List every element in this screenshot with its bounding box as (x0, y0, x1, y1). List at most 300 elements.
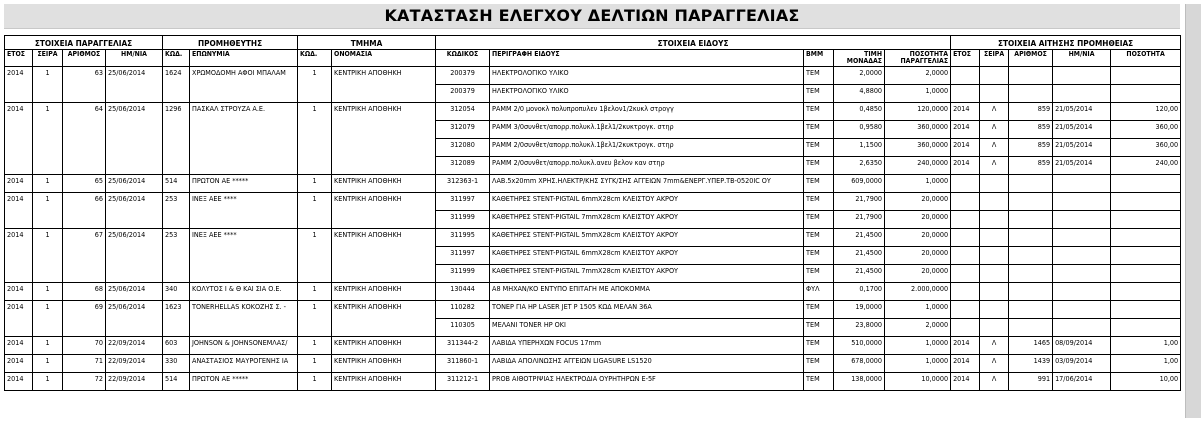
cell-dept-code: 1 (298, 301, 332, 337)
cell-number: 68 (63, 283, 106, 301)
col-supplier-code: ΚΩΔ. (163, 50, 190, 67)
cell-dept-code: 1 (298, 283, 332, 301)
cell-item-desc: ΡΑΜΜ 3/0συνθετ/απορρ.πολυκλ.1βελ1/2κυκτρογκ. στηρ (490, 121, 804, 139)
cell-req-date (1053, 85, 1111, 103)
cell-supplier-name: TONERHELLAS ΚΟΚΟΖΗΣ Σ. - (190, 301, 298, 337)
cell-req-date (1053, 319, 1111, 337)
cell-order-qty: 360,0000 (885, 139, 951, 157)
cell-req-number (1009, 193, 1053, 211)
cell-req-date: 03/09/2014 (1053, 355, 1111, 373)
viewer-scrollbar[interactable] (1185, 4, 1201, 418)
cell-item-code: 311344-2 (436, 337, 490, 355)
cell-year: 2014 (5, 67, 33, 103)
cell-item-code: 311997 (436, 193, 490, 211)
cell-order-qty: 10,0000 (885, 373, 951, 391)
cell-item-desc: ΛΑΒ.5x20mm ΧΡΗΣ.ΗΛΕΚΤΡ/ΚΗΣ ΣΥΓΚ/ΣΗΣ ΑΓΓΕΙΩΝ 7mm&ΕΝΕΡΓ.ΥΠΕΡ.ΤΒ-0520IC ΟΥ (490, 175, 804, 193)
cell-req-date (1053, 67, 1111, 85)
cell-order-qty: 20,0000 (885, 193, 951, 211)
cell-unit-price: 2,6350 (834, 157, 885, 175)
cell-year: 2014 (5, 283, 33, 301)
report-title: ΚΑΤΑΣΤΑΣΗ ΕΛΕΓΧΟΥ ΔΕΛΤΙΩΝ ΠΑΡΑΓΓΕΛΙΑΣ (384, 6, 800, 25)
cell-dept-code: 1 (298, 355, 332, 373)
cell-item-code: 110305 (436, 319, 490, 337)
cell-req-date (1053, 265, 1111, 283)
cell-date: 22/09/2014 (106, 373, 163, 391)
cell-req-qty: 1,00 (1111, 355, 1181, 373)
cell-year: 2014 (5, 103, 33, 175)
cell-date: 25/06/2014 (106, 175, 163, 193)
cell-unit: ΤΕΜ (804, 265, 834, 283)
cell-req-date (1053, 247, 1111, 265)
cell-supplier-code: 1296 (163, 103, 190, 175)
cell-req-year (951, 283, 980, 301)
cell-item-code: 311999 (436, 211, 490, 229)
cell-supplier-name: ΧΡΩΜΟΔΟΜΗ ΑΦΟΙ ΜΠΑΛΑΜ (190, 67, 298, 103)
cell-dept-name: ΚΕΝΤΡΙΚΗ ΑΠΟΘΗΚΗ (332, 175, 436, 193)
cell-series: 1 (33, 373, 63, 391)
cell-unit-price: 0,1700 (834, 283, 885, 301)
cell-req-series (980, 211, 1009, 229)
cell-dept-name: ΚΕΝΤΡΙΚΗ ΑΠΟΘΗΚΗ (332, 229, 436, 283)
cell-req-date (1053, 193, 1111, 211)
cell-unit: ΤΕΜ (804, 139, 834, 157)
cell-req-year (951, 211, 980, 229)
col-req-series: ΣΕΙΡΑ (980, 50, 1009, 67)
cell-req-number (1009, 265, 1053, 283)
col-unit-price (834, 50, 885, 67)
cell-req-qty (1111, 175, 1181, 193)
cell-supplier-code: 1623 (163, 301, 190, 337)
cell-date: 25/06/2014 (106, 193, 163, 229)
cell-req-year (951, 319, 980, 337)
cell-req-date: 17/06/2014 (1053, 373, 1111, 391)
cell-req-number (1009, 85, 1053, 103)
cell-order-qty: 1,0000 (885, 337, 951, 355)
cell-item-code: 200379 (436, 67, 490, 85)
cell-req-series: Λ (980, 121, 1009, 139)
col-item-code: ΚΩΔΙΚΟΣ (436, 50, 490, 67)
cell-dept-code: 1 (298, 193, 332, 229)
cell-item-desc: ΚΑΘΕΤΗΡΕΣ STENT-PIGTAIL 7mmX28cm ΚΛΕΙΣΤΟΥ ΑΚΡΟΥ (490, 265, 804, 283)
cell-date: 22/09/2014 (106, 337, 163, 355)
col-dept-code: ΚΩΔ. (298, 50, 332, 67)
cell-year: 2014 (5, 175, 33, 193)
cell-order-qty: 1,0000 (885, 85, 951, 103)
cell-item-code: 200379 (436, 85, 490, 103)
cell-order-qty: 20,0000 (885, 265, 951, 283)
cell-req-number (1009, 67, 1053, 85)
col-order-qty-label: ΠΟΣΟΤΗΤΑ ΠΑΡΑΓΓΕΛΙΑΣ (900, 50, 949, 65)
cell-req-qty (1111, 265, 1181, 283)
cell-req-number: 1465 (1009, 337, 1053, 355)
group-header-item: ΣΤΟΙΧΕΙΑ ΕΙΔΟΥΣ (436, 36, 951, 50)
cell-year: 2014 (5, 193, 33, 229)
cell-number: 71 (63, 355, 106, 373)
table-row (5, 193, 1181, 211)
cell-req-date (1053, 283, 1111, 301)
cell-supplier-name: ΑΝΑΣΤΑΣΙΟΣ ΜΑΥΡΟΓΕΝΗΣ ΙΑ (190, 355, 298, 373)
cell-date: 25/06/2014 (106, 229, 163, 283)
col-year: ΕΤΟΣ (5, 50, 33, 67)
cell-item-desc: ΚΑΘΕΤΗΡΕΣ STENT-PIGTAIL 6mmX28cm ΚΛΕΙΣΤΟΥ ΑΚΡΟΥ (490, 247, 804, 265)
table-row (5, 175, 1181, 193)
cell-number: 69 (63, 301, 106, 337)
cell-req-series: Λ (980, 103, 1009, 121)
cell-req-series (980, 85, 1009, 103)
cell-req-year: 2014 (951, 121, 980, 139)
cell-order-qty: 20,0000 (885, 229, 951, 247)
cell-req-year: 2014 (951, 355, 980, 373)
cell-req-number (1009, 247, 1053, 265)
col-number: ΑΡΙΘΜΟΣ (63, 50, 106, 67)
group-header-supplier: ΠΡΟΜΗΘΕΥΤΗΣ (163, 36, 298, 50)
cell-req-series (980, 175, 1009, 193)
cell-unit: ΤΕΜ (804, 247, 834, 265)
cell-req-number (1009, 175, 1053, 193)
cell-req-date: 21/05/2014 (1053, 139, 1111, 157)
cell-req-series: Λ (980, 355, 1009, 373)
cell-req-qty: 10,00 (1111, 373, 1181, 391)
cell-dept-name: ΚΕΝΤΡΙΚΗ ΑΠΟΘΗΚΗ (332, 337, 436, 355)
cell-supplier-code: 330 (163, 355, 190, 373)
cell-series: 1 (33, 229, 63, 283)
cell-req-qty: 120,00 (1111, 103, 1181, 121)
col-dept-name: ΟΝΟΜΑΣΙΑ (332, 50, 436, 67)
cell-req-year: 2014 (951, 373, 980, 391)
col-series: ΣΕΙΡΑ (33, 50, 63, 67)
table-row (5, 301, 1181, 319)
cell-req-series: Λ (980, 373, 1009, 391)
cell-unit-price: 510,0000 (834, 337, 885, 355)
cell-unit-price: 2,0000 (834, 67, 885, 85)
cell-item-code: 311860-1 (436, 355, 490, 373)
cell-req-date: 21/05/2014 (1053, 103, 1111, 121)
cell-req-date (1053, 301, 1111, 319)
cell-number: 67 (63, 229, 106, 283)
cell-item-desc: ΡΑΜΜ 2/0συνθετ/απορρ.πολυκλ.ανευ βελον καν στηρ (490, 157, 804, 175)
cell-supplier-name: ΙΝΕΞ ΑΕΕ **** (190, 193, 298, 229)
cell-req-series: Λ (980, 139, 1009, 157)
cell-unit-price: 23,8000 (834, 319, 885, 337)
cell-order-qty: 2,0000 (885, 319, 951, 337)
cell-order-qty: 120,0000 (885, 103, 951, 121)
cell-series: 1 (33, 301, 63, 337)
cell-req-series (980, 319, 1009, 337)
col-unit: ΒΜΜ (804, 50, 834, 67)
cell-req-date (1053, 175, 1111, 193)
cell-req-year: 2014 (951, 103, 980, 121)
cell-supplier-name: JOHNSON & JOHNSONΕΜΛΑΣ/ (190, 337, 298, 355)
cell-unit: ΤΕΜ (804, 373, 834, 391)
cell-req-year (951, 175, 980, 193)
cell-number: 63 (63, 67, 106, 103)
cell-unit: ΤΕΜ (804, 319, 834, 337)
cell-req-year (951, 67, 980, 85)
cell-req-number (1009, 301, 1053, 319)
cell-req-number (1009, 283, 1053, 301)
cell-req-qty (1111, 211, 1181, 229)
cell-req-year (951, 229, 980, 247)
cell-unit: ΤΕΜ (804, 67, 834, 85)
cell-unit-price: 21,4500 (834, 265, 885, 283)
cell-req-series (980, 283, 1009, 301)
cell-item-code: 312363-1 (436, 175, 490, 193)
cell-unit: ΤΕΜ (804, 157, 834, 175)
cell-series: 1 (33, 67, 63, 103)
cell-req-year (951, 247, 980, 265)
cell-req-qty (1111, 283, 1181, 301)
col-req-number: ΑΡΙΘΜΟΣ (1009, 50, 1053, 67)
cell-req-number: 859 (1009, 139, 1053, 157)
col-req-qty: ΠΟΣΟΤΗΤΑ (1111, 50, 1181, 67)
cell-order-qty: 2,0000 (885, 67, 951, 85)
cell-dept-name: ΚΕΝΤΡΙΚΗ ΑΠΟΘΗΚΗ (332, 355, 436, 373)
cell-req-year: 2014 (951, 337, 980, 355)
table-row (5, 67, 1181, 85)
cell-item-desc: ΜΕΛΑΝΙ TONER HP OKI (490, 319, 804, 337)
cell-item-desc: ΚΑΘΕΤΗΡΕΣ STENT-PIGTAIL 6mmX28cm ΚΛΕΙΣΤΟΥ ΑΚΡΟΥ (490, 193, 804, 211)
cell-req-year (951, 265, 980, 283)
cell-supplier-code: 340 (163, 283, 190, 301)
cell-unit: ΤΕΜ (804, 337, 834, 355)
cell-item-code: 311999 (436, 265, 490, 283)
cell-number: 72 (63, 373, 106, 391)
cell-req-series (980, 193, 1009, 211)
cell-item-desc: ΛΑΒΙΔΑ ΥΠΕΡΗΧΩΝ FOCUS 17mm (490, 337, 804, 355)
cell-req-qty: 240,00 (1111, 157, 1181, 175)
cell-order-qty: 1,0000 (885, 355, 951, 373)
cell-req-number: 1439 (1009, 355, 1053, 373)
cell-series: 1 (33, 193, 63, 229)
cell-item-code: 130444 (436, 283, 490, 301)
table-row (5, 103, 1181, 121)
cell-unit: ΤΕΜ (804, 103, 834, 121)
cell-year: 2014 (5, 373, 33, 391)
cell-unit-price: 4,8800 (834, 85, 885, 103)
cell-item-desc: ΗΛΕΚΤΡΟΛΟΓΙΚΟ ΥΛΙΚΟ (490, 85, 804, 103)
cell-series: 1 (33, 337, 63, 355)
col-item-desc: ΠΕΡΙΓΡΑΦΗ ΕΙΔΟΥΣ (490, 50, 804, 67)
cell-req-date (1053, 229, 1111, 247)
cell-supplier-code: 514 (163, 175, 190, 193)
cell-year: 2014 (5, 301, 33, 337)
cell-req-series: Λ (980, 337, 1009, 355)
cell-req-qty: 360,00 (1111, 139, 1181, 157)
cell-req-number (1009, 319, 1053, 337)
cell-req-date: 21/05/2014 (1053, 157, 1111, 175)
cell-unit-price: 0,4850 (834, 103, 885, 121)
cell-req-date (1053, 211, 1111, 229)
cell-number: 65 (63, 175, 106, 193)
cell-item-code: 312054 (436, 103, 490, 121)
cell-date: 25/06/2014 (106, 103, 163, 175)
cell-unit-price: 138,0000 (834, 373, 885, 391)
cell-supplier-code: 1624 (163, 67, 190, 103)
group-header-department: ΤΜΗΜΑ (298, 36, 436, 50)
cell-req-series (980, 247, 1009, 265)
cell-dept-name: ΚΕΝΤΡΙΚΗ ΑΠΟΘΗΚΗ (332, 193, 436, 229)
cell-supplier-code: 253 (163, 229, 190, 283)
cell-req-series (980, 301, 1009, 319)
cell-unit-price: 19,0000 (834, 301, 885, 319)
cell-unit-price: 21,7900 (834, 193, 885, 211)
col-date: ΗΜ/ΝΙΑ (106, 50, 163, 67)
cell-unit: ΤΕΜ (804, 175, 834, 193)
col-req-year: ΕΤΟΣ (951, 50, 980, 67)
cell-item-code: 311995 (436, 229, 490, 247)
cell-req-qty: 360,00 (1111, 121, 1181, 139)
cell-dept-code: 1 (298, 67, 332, 103)
cell-req-year: 2014 (951, 157, 980, 175)
cell-series: 1 (33, 175, 63, 193)
cell-year: 2014 (5, 355, 33, 373)
cell-number: 66 (63, 193, 106, 229)
cell-req-qty (1111, 319, 1181, 337)
cell-unit-price: 21,4500 (834, 229, 885, 247)
cell-unit-price: 1,1500 (834, 139, 885, 157)
cell-dept-name: ΚΕΝΤΡΙΚΗ ΑΠΟΘΗΚΗ (332, 283, 436, 301)
cell-unit: ΤΕΜ (804, 193, 834, 211)
cell-order-qty: 2.000,0000 (885, 283, 951, 301)
cell-date: 25/06/2014 (106, 283, 163, 301)
cell-item-desc: ΤΟΝΕΡ ΓΙΑ HP LASER JET P 1505 ΚΩΔ ΜΕΛΑΝ 36A (490, 301, 804, 319)
cell-req-number: 859 (1009, 103, 1053, 121)
cell-unit: ΤΕΜ (804, 211, 834, 229)
cell-supplier-code: 514 (163, 373, 190, 391)
cell-number: 70 (63, 337, 106, 355)
cell-req-year (951, 193, 980, 211)
col-order-qty (885, 50, 951, 67)
cell-dept-name: ΚΕΝΤΡΙΚΗ ΑΠΟΘΗΚΗ (332, 67, 436, 103)
cell-req-date: 08/09/2014 (1053, 337, 1111, 355)
cell-req-year: 2014 (951, 139, 980, 157)
cell-supplier-code: 253 (163, 193, 190, 229)
cell-req-year (951, 85, 980, 103)
cell-order-qty: 20,0000 (885, 211, 951, 229)
table-body (5, 67, 1181, 391)
cell-item-code: 312089 (436, 157, 490, 175)
cell-series: 1 (33, 283, 63, 301)
cell-req-series: Λ (980, 157, 1009, 175)
group-header-row (5, 36, 1181, 50)
cell-item-desc: ΚΑΘΕΤΗΡΕΣ STENT-PIGTAIL 5mmX28cm ΚΛΕΙΣΤΟΥ ΑΚΡΟΥ (490, 229, 804, 247)
cell-unit: ΦΥΛ (804, 283, 834, 301)
cell-item-code: 311997 (436, 247, 490, 265)
cell-item-desc: ΗΛΕΚΤΡΟΛΟΓΙΚΟ ΥΛΙΚΟ (490, 67, 804, 85)
cell-order-qty: 1,0000 (885, 175, 951, 193)
cell-supplier-name: ΚΟΛΥΤΟΣ Ι & Θ ΚΑΙ ΣΙΑ Ο.Ε. (190, 283, 298, 301)
cell-req-number: 859 (1009, 121, 1053, 139)
cell-supplier-name: ΠΑΣΚΑΛ ΣΤΡΟΥΖΑ Α.Ε. (190, 103, 298, 175)
cell-req-qty: 1,00 (1111, 337, 1181, 355)
cell-unit: ΤΕΜ (804, 85, 834, 103)
cell-item-code: 312080 (436, 139, 490, 157)
cell-unit-price: 609,0000 (834, 175, 885, 193)
cell-item-desc: ΡΑΜΜ 2/0συνθετ/απορρ.πολυκλ.1βελ1/2κυκτρογκ. στηρ (490, 139, 804, 157)
cell-date: 22/09/2014 (106, 355, 163, 373)
cell-order-qty: 240,0000 (885, 157, 951, 175)
cell-unit: ΤΕΜ (804, 301, 834, 319)
cell-year: 2014 (5, 229, 33, 283)
cell-req-number: 991 (1009, 373, 1053, 391)
cell-number: 64 (63, 103, 106, 175)
cell-req-qty (1111, 229, 1181, 247)
cell-unit: ΤΕΜ (804, 121, 834, 139)
cell-unit-price: 0,9580 (834, 121, 885, 139)
cell-req-qty (1111, 247, 1181, 265)
cell-dept-code: 1 (298, 337, 332, 355)
table-row (5, 337, 1181, 355)
cell-item-desc: Α8 ΜΗΧΑΝ/ΚΟ ΕΝΤΥΠΟ ΕΠΙΤΑΓΗ ΜΕ ΑΠΟΚΟΜΜΑ (490, 283, 804, 301)
cell-req-qty (1111, 67, 1181, 85)
cell-order-qty: 1,0000 (885, 301, 951, 319)
cell-item-code: 110282 (436, 301, 490, 319)
cell-item-code: 311212-1 (436, 373, 490, 391)
cell-req-qty (1111, 301, 1181, 319)
cell-req-year (951, 301, 980, 319)
cell-item-desc: ΛΑΒΙΔΑ ΑΠΟΛΙΝΩΣΗΣ ΑΓΓΕΙΩΝ LIGASURE LS1520 (490, 355, 804, 373)
cell-year: 2014 (5, 337, 33, 355)
cell-unit-price: 21,7900 (834, 211, 885, 229)
cell-dept-code: 1 (298, 373, 332, 391)
cell-unit: ΤΕΜ (804, 355, 834, 373)
order-report-table (4, 35, 1181, 391)
col-supplier-name: ΕΠΩΝΥΜΙΑ (190, 50, 298, 67)
cell-item-code: 312079 (436, 121, 490, 139)
cell-dept-code: 1 (298, 175, 332, 193)
cell-series: 1 (33, 103, 63, 175)
cell-req-series (980, 67, 1009, 85)
title-bar (4, 4, 1180, 29)
cell-date: 25/06/2014 (106, 67, 163, 103)
cell-supplier-code: 603 (163, 337, 190, 355)
cell-item-desc: PROB ΑΙΘΟΤΡΙΨΙΑΣ ΗΛΕΚΤΡΟΔΙΑ ΟΥΡΗΤΗΡΩΝ Ε-5F (490, 373, 804, 391)
cell-req-series (980, 229, 1009, 247)
group-header-order: ΣΤΟΙΧΕΙΑ ΠΑΡΑΓΓΕΛΙΑΣ (5, 36, 163, 50)
cell-req-series (980, 265, 1009, 283)
cell-req-date: 21/05/2014 (1053, 121, 1111, 139)
cell-unit: ΤΕΜ (804, 229, 834, 247)
cell-date: 25/06/2014 (106, 301, 163, 337)
table-row (5, 373, 1181, 391)
cell-unit-price: 678,0000 (834, 355, 885, 373)
cell-req-number (1009, 211, 1053, 229)
table-row (5, 229, 1181, 247)
cell-dept-name: ΚΕΝΤΡΙΚΗ ΑΠΟΘΗΚΗ (332, 301, 436, 337)
cell-supplier-name: ΠΡΩΤΟΝ ΑΕ ***** (190, 373, 298, 391)
cell-order-qty: 20,0000 (885, 247, 951, 265)
cell-req-qty (1111, 85, 1181, 103)
cell-item-desc: ΡΑΜΜ 2/0 μονοκλ πολυπροπυλεν 1βελον1/2κυκλ στρογγ (490, 103, 804, 121)
cell-dept-name: ΚΕΝΤΡΙΚΗ ΑΠΟΘΗΚΗ (332, 373, 436, 391)
cell-dept-name: ΚΕΝΤΡΙΚΗ ΑΠΟΘΗΚΗ (332, 103, 436, 175)
table-row (5, 355, 1181, 373)
cell-supplier-name: ΠΡΩΤΟΝ ΑΕ ***** (190, 175, 298, 193)
group-header-request: ΣΤΟΙΧΕΙΑ ΑΙΤΗΣΗΣ ΠΡΟΜΗΘΕΙΑΣ (951, 36, 1181, 50)
cell-series: 1 (33, 355, 63, 373)
table-row (5, 283, 1181, 301)
cell-order-qty: 360,0000 (885, 121, 951, 139)
cell-unit-price: 21,4500 (834, 247, 885, 265)
cell-req-number (1009, 229, 1053, 247)
col-req-date: ΗΜ/ΝΙΑ (1053, 50, 1111, 67)
cell-dept-code: 1 (298, 103, 332, 175)
cell-dept-code: 1 (298, 229, 332, 283)
cell-item-desc: ΚΑΘΕΤΗΡΕΣ STENT-PIGTAIL 7mmX28cm ΚΛΕΙΣΤΟΥ ΑΚΡΟΥ (490, 211, 804, 229)
cell-req-number: 859 (1009, 157, 1053, 175)
cell-req-qty (1111, 193, 1181, 211)
column-header-row (5, 50, 1181, 67)
